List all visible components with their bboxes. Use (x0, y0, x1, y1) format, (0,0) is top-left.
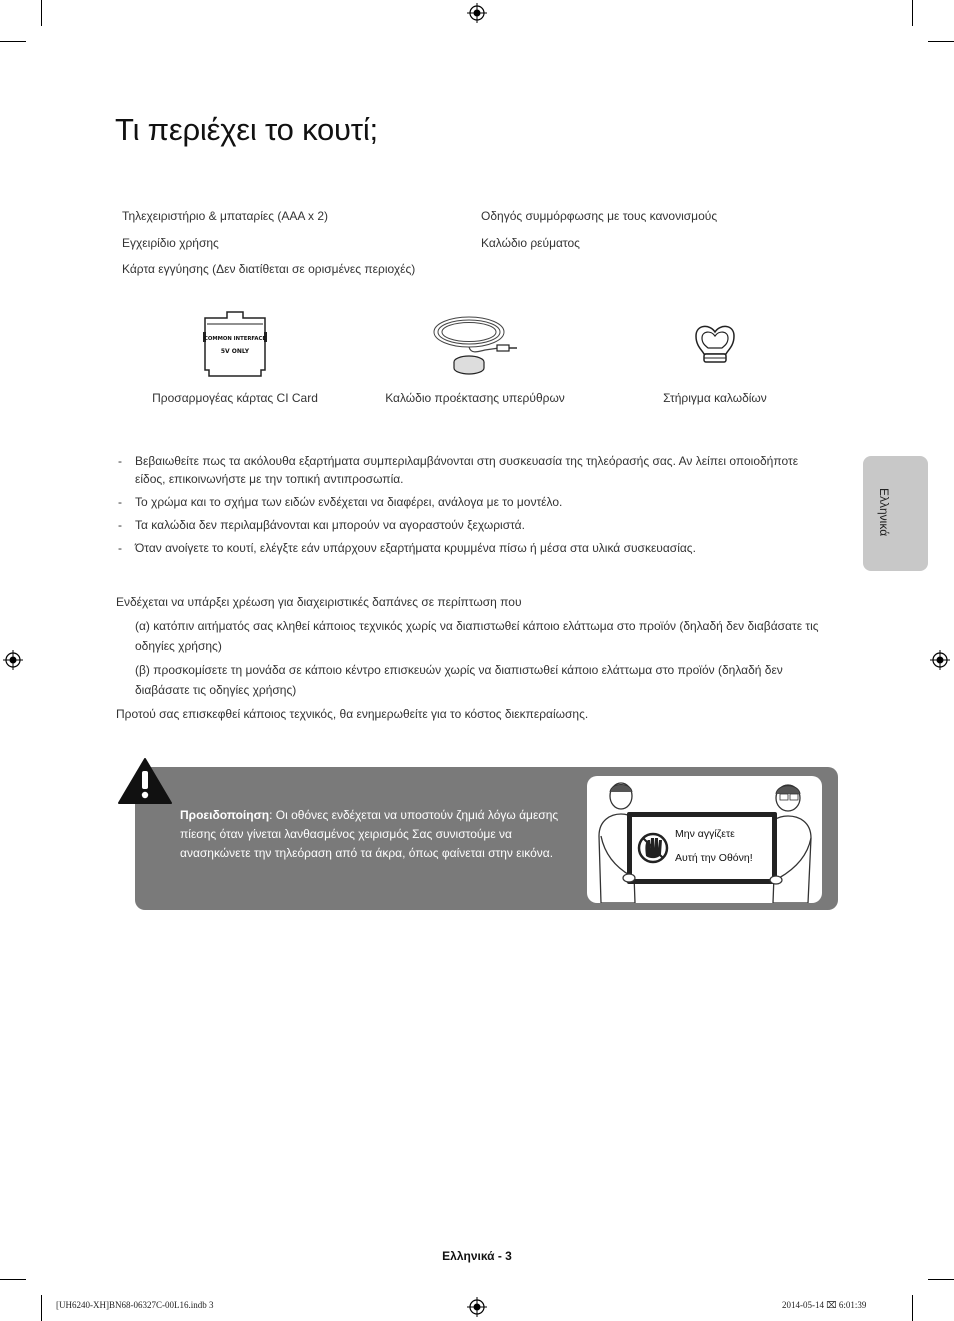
charges-case-a: (α) κατόπιν αιτήματός σας κληθεί κάποιος τεχνικός χωρίς να διαπιστωθεί κάποιο ελάττωμα στο προϊόν (δηλαδή δεν διαβάσατε τις οδηγίες χρήσης) (135, 619, 819, 653)
side-tab-label: Ελληνικά (877, 488, 891, 537)
page-number: Ελληνικά - 3 (442, 1249, 512, 1263)
notes-list (118, 452, 830, 562)
cable-holder-icon (690, 320, 740, 370)
people-holding-tv-icon (587, 776, 822, 903)
note-item: - Το χρώμα και το σχήμα των ειδών ενδέχεται να διαφέρει, ανάλογα με το μοντέλο. (118, 493, 830, 511)
list-item: Τηλεχειριστήριο & μπαταρίες (AAA x 2) (122, 209, 329, 223)
crop-mark (0, 1279, 26, 1280)
accessory-ci-card (145, 305, 325, 405)
accessory-caption: Καλώδιο προέκτασης υπερύθρων (385, 391, 565, 405)
accessory-ir-cable (380, 305, 570, 405)
warning-body: : Οι οθόνες ενδέχεται να υποστούν ζημιά λόγω άμεσης πίεσης όταν γίνεται λανθασμένος χειρισμός Σας συνιστούμε να ανασηκώνετε την τηλεόραση από τα άκρα, όπως φαίνεται στην εικόνα. (180, 808, 559, 860)
registration-mark-icon (467, 3, 487, 23)
warning-triangle-icon (117, 757, 173, 805)
ci-card-label-1: COMMON INTERFACE (203, 336, 267, 342)
charges-case-b: (β) προσκομίσετε τη μονάδα σε κάποιο κέντρο επισκευών χωρίς να διαπιστωθεί κάποιο ελάττωμα στο προϊόν (δηλαδή δεν διαβάσατε τις οδηγίες χρήσης) (135, 663, 783, 697)
print-slug-file: [UH6240-XH]BN68-06327C-00L16.indb 3 (56, 1300, 214, 1310)
box-contents-right-column (481, 208, 717, 261)
list-item: Καλώδιο ρεύματος (481, 235, 580, 250)
crop-mark (0, 41, 26, 42)
registration-mark-icon (3, 650, 23, 670)
ci-card-label-2: 5V ONLY (220, 348, 250, 355)
page-title: Τι περιέχει το κουτί; (115, 112, 378, 147)
charges-intro: Ενδέχεται να υπάρξει χρέωση για διαχειριστικές δαπάνες σε περίπτωση που (116, 595, 522, 609)
language-side-tab (863, 456, 928, 571)
box-contents-left-column (122, 208, 415, 288)
warning-label: Προειδοποίηση (180, 808, 270, 822)
note-item: - Βεβαιωθείτε πως τα ακόλουθα εξαρτήματα συμπεριλαμβάνονται στη συσκευασία της τηλεόρασής σας. Αν λείπει οποιοδήποτε είδος, επικοινωνήστε με την τοπική αντιπροσωπία. (118, 452, 830, 488)
crop-mark (928, 41, 954, 42)
charges-outro: Προτού σας επισκεφθεί κάποιος τεχνικός, θα ενημερωθείτε για το κόστος διεκπεραίωσης. (116, 707, 589, 721)
crop-mark (912, 1295, 913, 1321)
list-item: Οδηγός συμμόρφωσης με τους κανονισμούς (481, 209, 718, 223)
sign-text-line-1: Μην αγγίζετε (675, 828, 735, 840)
list-item: Κάρτα εγγύησης (Δεν διατίθεται σε ορισμένες περιοχές) (122, 262, 416, 276)
crop-mark (41, 1295, 42, 1321)
ci-card-adapter-icon (199, 310, 271, 380)
sign-text-line-2: Αυτή την Οθόνη! (675, 852, 753, 864)
administration-charges (116, 592, 836, 724)
print-slug-date: 2014-05-14 ⌧ 6:01:39 (782, 1300, 867, 1310)
tv-handling-illustration (587, 776, 822, 903)
accessory-cable-holder (645, 305, 785, 405)
crop-mark (41, 0, 42, 26)
warning-text (180, 806, 575, 863)
note-item: - Όταν ανοίγετε το κουτί, ελέγξτε εάν υπάρχουν εξαρτήματα κρυμμένα πίσω ή μέσα στα υλικά συσκευασίας. (118, 539, 830, 557)
crop-mark (928, 1279, 954, 1280)
registration-mark-icon (930, 650, 950, 670)
ir-extender-cable-icon (429, 310, 521, 380)
note-item: - Τα καλώδια δεν περιλαμβάνονται και μπορούν να αγοραστούν ξεχωριστά. (118, 516, 830, 534)
accessory-caption: Προσαρμογέας κάρτας CI Card (152, 391, 318, 405)
registration-mark-icon (467, 1297, 487, 1317)
crop-mark (912, 0, 913, 26)
list-item: Εγχειρίδιο χρήσης (122, 235, 219, 250)
accessory-caption: Στήριγμα καλωδίων (663, 391, 767, 405)
